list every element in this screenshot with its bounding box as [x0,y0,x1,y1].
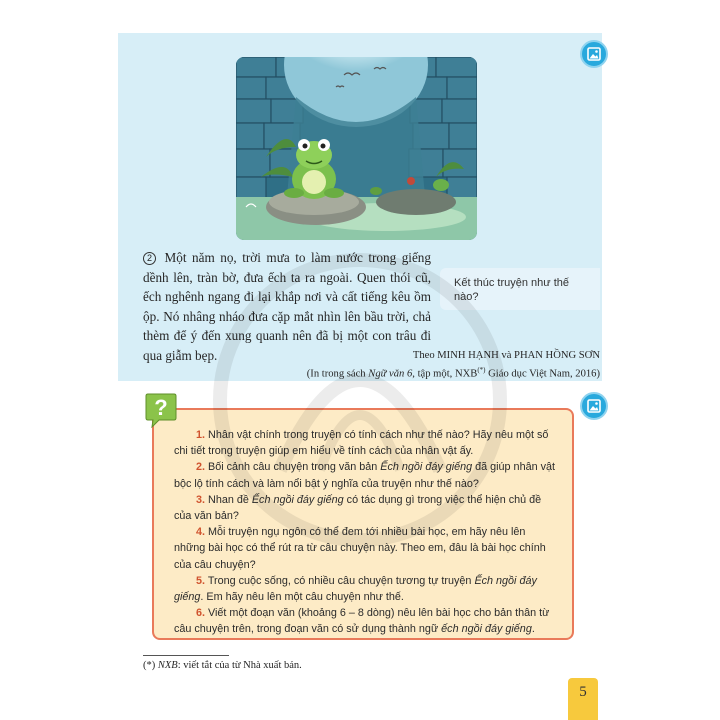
question-item [174,605,558,637]
question-italic-text: Ếch ngồi đáy giếng [380,461,473,474]
story-line: thèm để ý đến xung quanh nên đã bị một con trâu đi [143,328,431,344]
questions-box [152,408,574,640]
story-line: dềnh lên, tràn bờ, đưa ếch ta ra ngoài. Quen thói cũ, ếch [143,269,431,305]
frog-in-well-illustration [236,57,477,240]
question-item [174,492,558,524]
question-item [174,573,558,605]
question-text: Trong cuộc sống, có nhiều câu chuyện tương tự truyện [205,574,475,587]
question-italic-text: Ếch ngồi đáy giếng [174,574,537,604]
question-number: 6. [196,607,206,620]
footnote-divider [143,655,229,656]
question-text: đã giúp nhân vật bộc lộ tính cách và làm nổi bật ý nghĩa của truyện như thế nào? [174,461,555,490]
footnote: (*) NXB: viết tắt của từ Nhà xuất bản. [143,660,302,671]
image-icon[interactable] [580,40,608,68]
question-italic-text: ếch ngồi đáy giếng [441,623,532,636]
story-line: qua giẫm bẹp. [143,347,218,363]
question-text: . [531,623,535,636]
story-credit-authors: Theo MINH HẠNH và PHAN HỒNG SƠN [412,350,600,361]
question-text: có tác dụng gì trong việc thể hiện chủ đề của văn bản? [174,493,542,523]
question-number: 5. [196,574,206,587]
question-item [174,524,558,573]
image-icon[interactable] [580,392,608,420]
question-mark-icon [145,392,177,428]
story-paragraph [143,248,431,366]
question-number: 2. [196,461,206,474]
question-item [174,459,558,491]
footnote-term: NXB [157,660,178,671]
story-line: nghênh ngang đi lại khắp nơi và cất tiếng kêu ồm ộp. [143,289,431,324]
question-number: 1. [196,429,206,441]
question-text: Nhan đề [205,493,252,506]
question-italic-text: Ếch ngồi đáy giếng [251,493,344,506]
story-line: Nó nhâng nháo đưa cặp mắt nhìn lên bầu trời, chả [163,308,431,324]
question-text: . Em hãy nêu lên một câu chuyện như thế. [200,591,404,604]
question-text: Mỗi truyện ngụ ngôn có thể đem tới nhiều bài học, em hãy nêu lên những bài học có thể rút ra từ câu chuyện này. Theo em, đâu là bài học chính của câu chuyện? [174,526,546,571]
paragraph-number: 2 [143,252,156,265]
svg-text:?: ? [154,395,168,420]
question-text: Viết một đoạn văn (khoảng 6 – 8 dòng) nêu lên bài học cho bản thân từ câu chuyện trên, trong đoạn văn có sử dụng thành ngữ [174,607,550,636]
book-title: Ngữ văn 6 [368,368,413,380]
footnote-marker: (*) [477,366,486,374]
side-note: Kết thúc truyện như thế nào? [440,268,600,310]
question-text: Nhân vật chính trong truyện có tính cách như thế nào? Hãy nêu một số chi tiết trong truyện giúp em hiểu về tính cách của nhân vật ấy. [174,429,549,458]
story-line: Một năm nọ, trời mưa to làm nước trong giếng [164,250,431,265]
question-number: 3. [196,493,206,506]
question-number: 4. [196,526,206,539]
page-number: 5 [568,678,598,720]
question-item [174,427,558,459]
question-list [174,427,558,638]
question-text: Bối cảnh câu chuyện trong văn bản [205,461,381,474]
story-credit-source: (In trong sách Ngữ văn 6, tập một, NXB(*) Giáo dục Việt Nam, 2016) [306,366,600,380]
